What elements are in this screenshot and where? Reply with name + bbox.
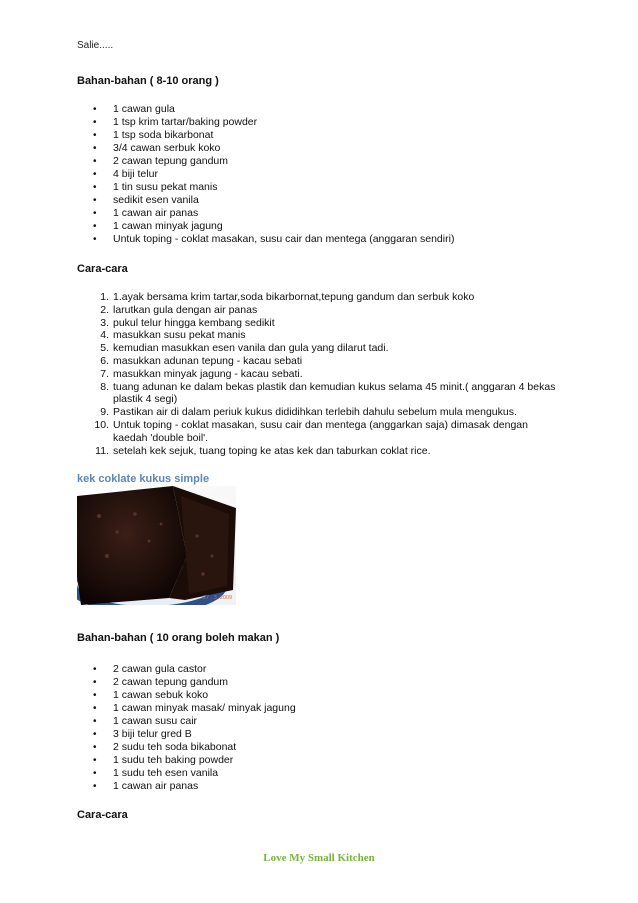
- bullet-icon: •: [93, 117, 97, 128]
- photo-date-stamp: 27 . 3 .2009: [203, 595, 233, 601]
- method-step: [77, 291, 557, 304]
- step-number: 5.: [100, 342, 109, 355]
- method-heading-2: Cara-cara: [77, 809, 128, 821]
- ingredients-list-1: [77, 103, 454, 246]
- step-text: Untuk toping - coklat masakan, susu cair dan mentega (anggarkan saja) dimasak dengan kaedah 'double boil'.: [113, 418, 528, 444]
- ingredients-heading-1: Bahan-bahan ( 8-10 orang ): [77, 75, 219, 87]
- bullet-icon: •: [93, 781, 97, 792]
- ingredient-item: [77, 155, 454, 168]
- ingredient-item-text: 3/4 cawan serbuk koko: [113, 142, 221, 154]
- bullet-icon: •: [93, 677, 97, 688]
- step-number: 8.: [100, 380, 109, 393]
- ingredient-item-text: 1 tsp soda bikarbonat: [113, 129, 214, 141]
- method-step: [77, 406, 557, 419]
- method-step: [77, 419, 557, 445]
- ingredient-item: [77, 676, 296, 689]
- ingredient-item: [77, 116, 454, 129]
- ingredient-item: [77, 168, 454, 181]
- ingredients-heading-2: Bahan-bahan ( 10 orang boleh makan ): [77, 632, 280, 644]
- photo-caption: kek coklate kukus simple: [77, 473, 210, 485]
- step-text: masukkan adunan tepung - kacau sebati: [113, 354, 303, 367]
- step-text: pukul telur hingga kembang sedikit: [113, 316, 275, 329]
- step-text: larutkan gula dengan air panas: [113, 303, 258, 316]
- bullet-icon: •: [93, 703, 97, 714]
- ingredient-item: [77, 741, 296, 754]
- ingredient-item: [77, 103, 454, 116]
- ingredient-item: [77, 702, 296, 715]
- ingredient-item: [77, 767, 296, 780]
- header-text: Salie.....: [77, 40, 114, 51]
- step-number: 2.: [100, 303, 109, 316]
- ingredient-item: [77, 142, 454, 155]
- ingredient-item-text: 1 cawan susu cair: [113, 715, 198, 727]
- method-step: [77, 355, 557, 368]
- ingredient-item: [77, 194, 454, 207]
- ingredient-item: [77, 663, 296, 676]
- method-step: [77, 304, 557, 317]
- step-text: masukkan susu pekat manis: [113, 329, 246, 342]
- ingredient-item: [77, 715, 296, 728]
- method-step: [77, 445, 557, 458]
- ingredient-item: [77, 689, 296, 702]
- ingredient-item-text: 1 tsp krim tartar/baking powder: [113, 116, 258, 128]
- step-text: tuang adunan ke dalam bekas plastik dan kemudian kukus selama 45 minit.( anggaran 4 bekas plastik 4 segi): [113, 380, 556, 406]
- ingredients-list-2: [77, 663, 296, 793]
- ingredient-item-text: 1 cawan gula: [113, 103, 175, 115]
- ingredient-item: [77, 780, 296, 793]
- step-number: 7.: [100, 367, 109, 380]
- method-step: [77, 317, 557, 330]
- bullet-icon: •: [93, 169, 97, 180]
- bullet-icon: •: [93, 104, 97, 115]
- step-text: Pastikan air di dalam periuk kukus dididihkan terlebih dahulu sebelum mula mengukus.: [113, 406, 517, 419]
- ingredient-item-text: 2 cawan tepung gandum: [113, 155, 229, 167]
- ingredient-item: [77, 181, 454, 194]
- bullet-icon: •: [93, 156, 97, 167]
- ingredient-item-text: 2 sudu teh soda bikabonat: [113, 741, 237, 753]
- bullet-icon: •: [93, 768, 97, 779]
- ingredient-item-text: 1 cawan minyak jagung: [113, 220, 223, 232]
- ingredient-item: [77, 233, 454, 246]
- ingredient-item-text: 1 sudu teh esen vanila: [113, 767, 219, 779]
- ingredient-item-text: Untuk toping - coklat masakan, susu cair dan mentega (anggaran sendiri): [113, 233, 455, 245]
- method-step: [77, 381, 557, 407]
- bullet-icon: •: [93, 742, 97, 753]
- ingredient-item-text: 1 cawan air panas: [113, 780, 199, 792]
- step-text: kemudian masukkan esen vanila dan gula yang dilarut tadi.: [113, 342, 389, 355]
- ingredient-item-text: 1 cawan sebuk koko: [113, 689, 209, 701]
- bullet-icon: •: [93, 234, 97, 245]
- step-text: setelah kek sejuk, tuang toping ke atas kek dan taburkan coklat rice.: [113, 444, 431, 457]
- ingredient-item: [77, 207, 454, 220]
- ingredient-item: [77, 129, 454, 142]
- step-text: 1.ayak bersama krim tartar,soda bikarbornat,tepung gandum dan serbuk koko: [113, 291, 475, 303]
- method-heading-1: Cara-cara: [77, 263, 128, 275]
- bullet-icon: •: [93, 208, 97, 219]
- method-step: [77, 368, 557, 381]
- step-number: 6.: [100, 354, 109, 367]
- bullet-icon: •: [93, 729, 97, 740]
- step-text: masukkan minyak jagung - kacau sebati.: [113, 367, 303, 380]
- ingredient-item: [77, 220, 454, 233]
- step-number: 3.: [100, 316, 109, 329]
- ingredient-item-text: 1 cawan air panas: [113, 207, 199, 219]
- ingredient-item-text: 1 sudu teh baking powder: [113, 754, 234, 766]
- ingredient-item-text: sedikit esen vanila: [113, 194, 199, 206]
- bullet-icon: •: [93, 221, 97, 232]
- step-number: 1.: [100, 291, 109, 303]
- ingredient-item-text: 2 cawan gula castor: [113, 663, 207, 675]
- bullet-icon: •: [93, 143, 97, 154]
- footer-watermark: Love My Small Kitchen: [263, 852, 375, 864]
- cake-photo: [77, 486, 236, 605]
- bullet-icon: •: [93, 130, 97, 141]
- method-step: [77, 329, 557, 342]
- method-steps-1: [77, 291, 557, 457]
- bullet-icon: •: [93, 755, 97, 766]
- ingredient-item-text: 1 cawan minyak masak/ minyak jagung: [113, 702, 296, 714]
- bullet-icon: •: [93, 690, 97, 701]
- step-number: 4.: [100, 329, 109, 342]
- bullet-icon: •: [93, 195, 97, 206]
- ingredient-item: [77, 728, 296, 741]
- step-number: 9.: [100, 406, 109, 419]
- ingredient-item-text: 1 tin susu pekat manis: [113, 181, 218, 193]
- step-number: 11.: [95, 444, 109, 457]
- step-number: 10.: [94, 418, 109, 431]
- ingredient-item-text: 4 biji telur: [113, 168, 158, 180]
- bullet-icon: •: [93, 716, 97, 727]
- ingredient-item: [77, 754, 296, 767]
- ingredient-item-text: 2 cawan tepung gandum: [113, 676, 229, 688]
- ingredient-item-text: 3 biji telur gred B: [113, 728, 192, 740]
- bullet-icon: •: [93, 664, 97, 675]
- method-step: [77, 342, 557, 355]
- bullet-icon: •: [93, 182, 97, 193]
